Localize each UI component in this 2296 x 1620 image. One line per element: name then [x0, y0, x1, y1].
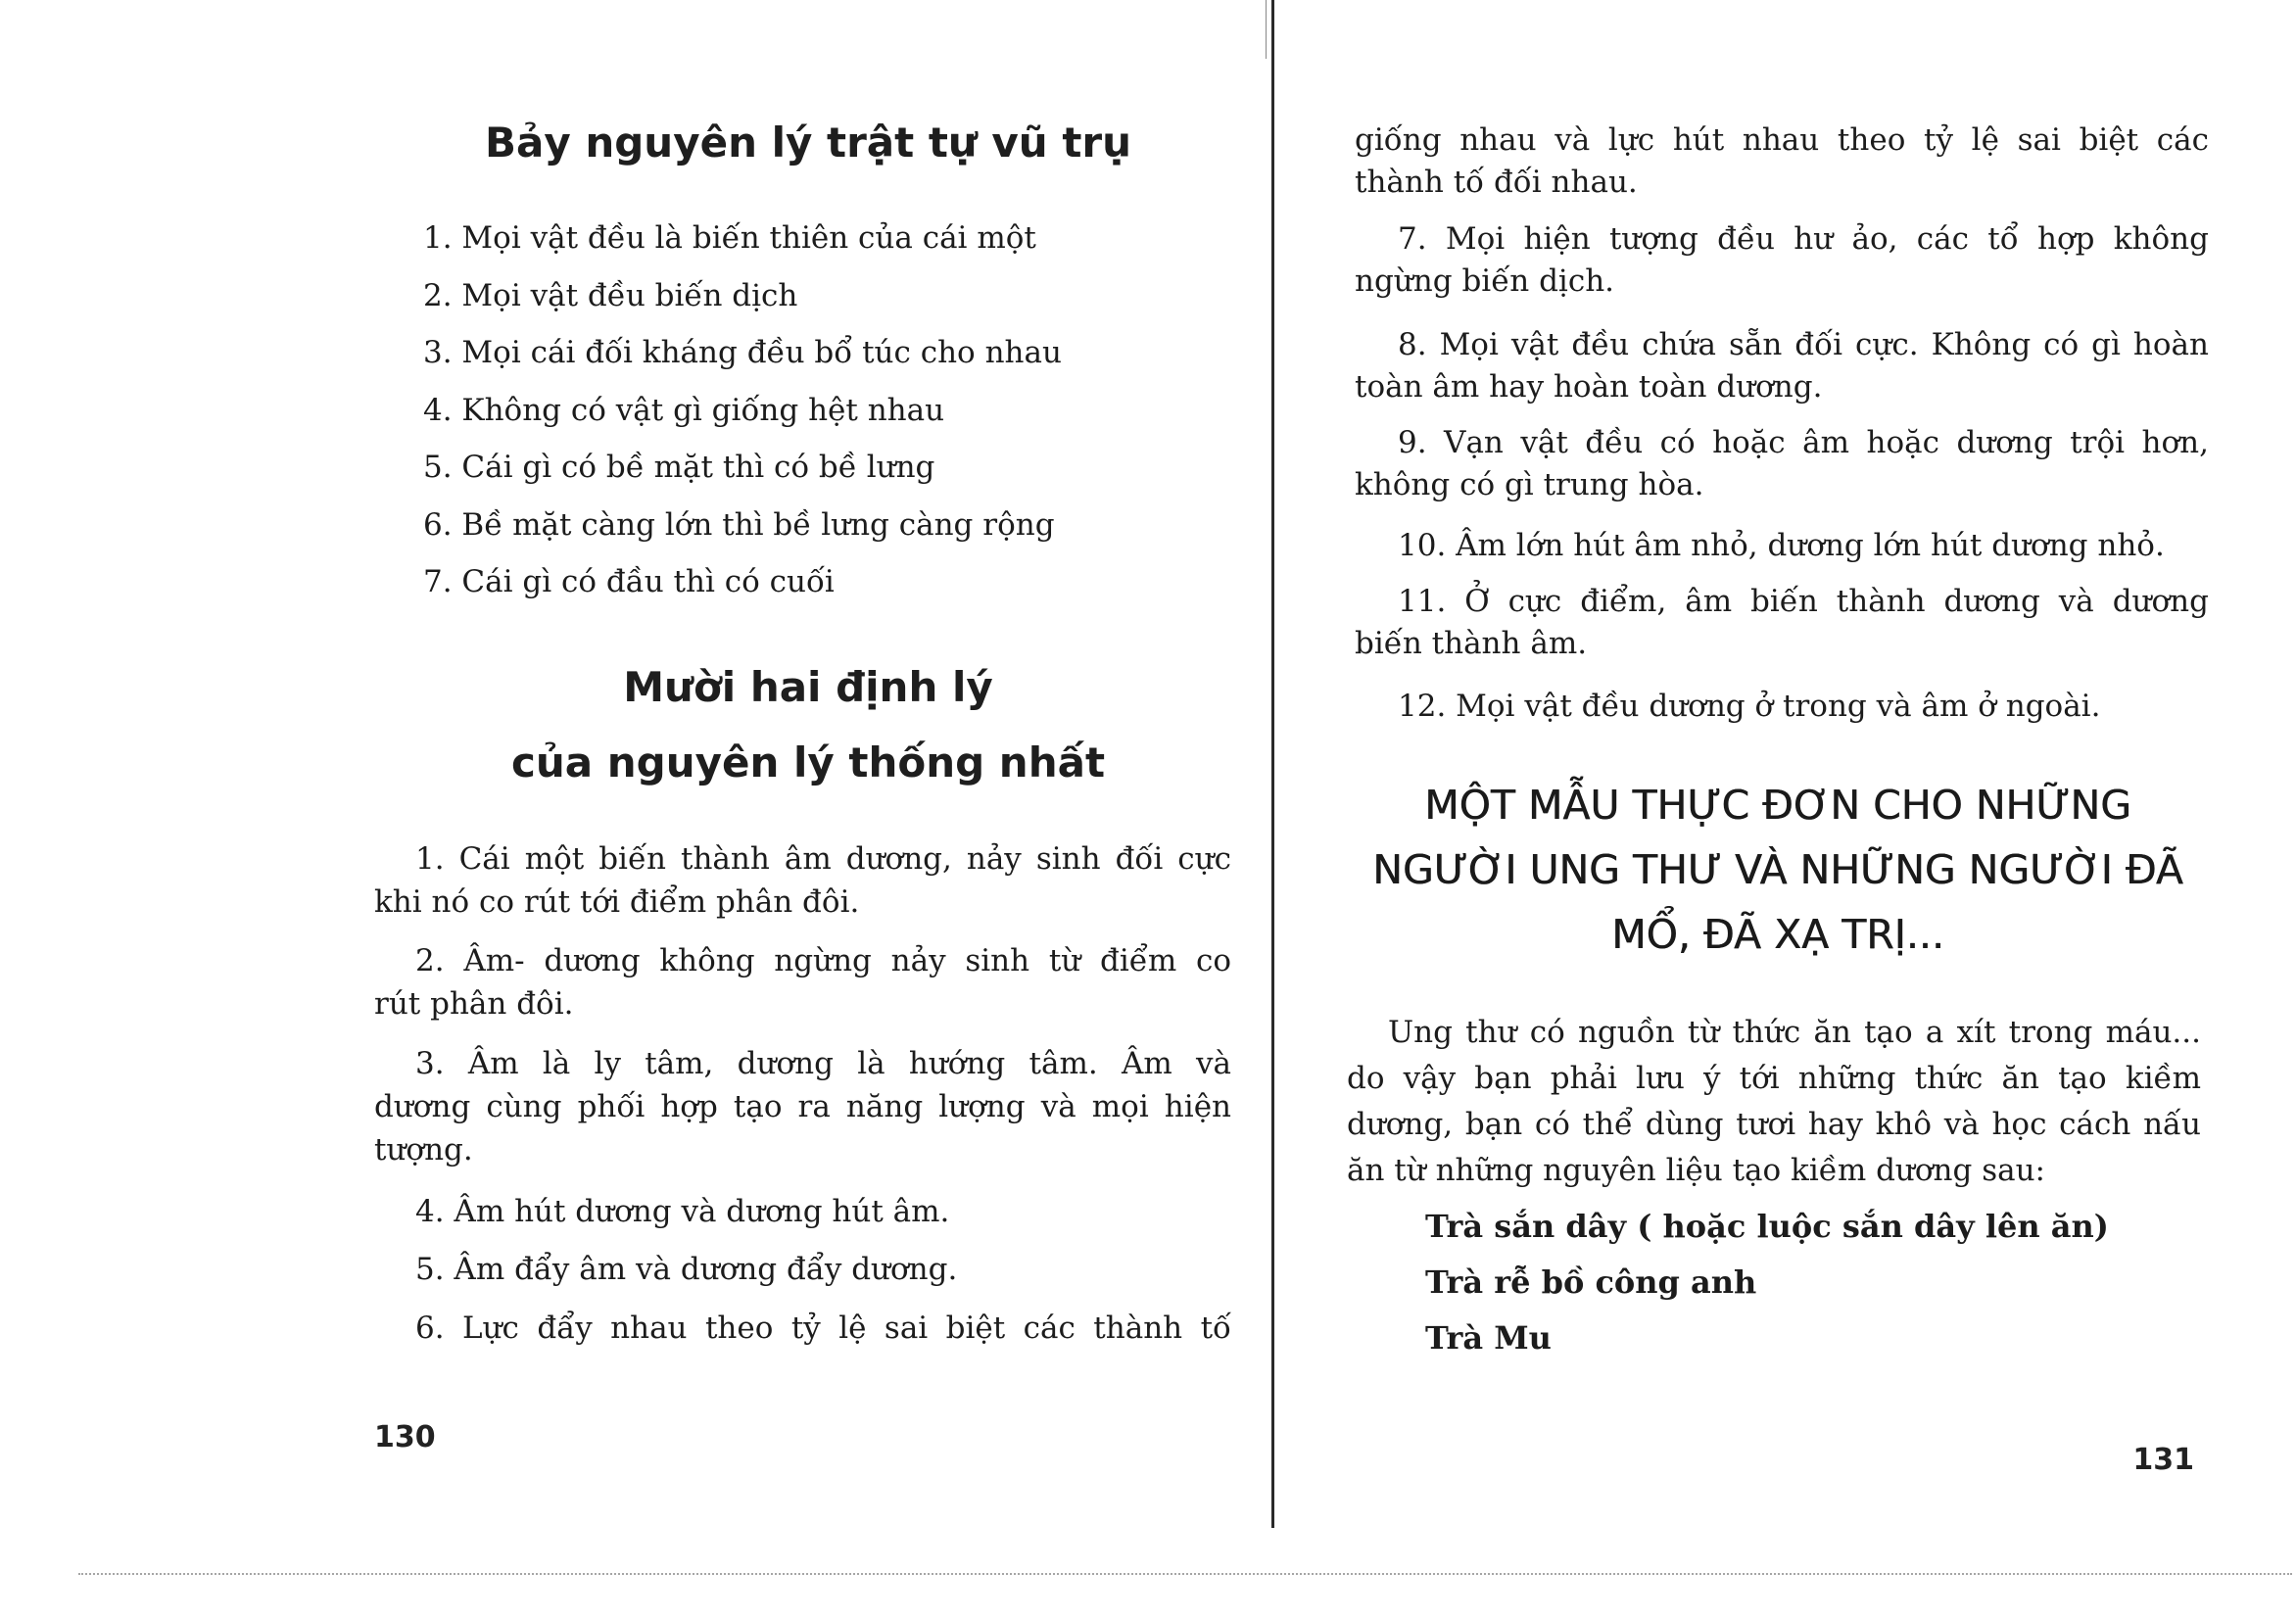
section-heading-line: của nguyên lý thống nhất [510, 738, 1106, 786]
principle-item: 2. Mọi vật đều biến dịch [423, 277, 798, 313]
paragraph-line: biến thành âm. [1355, 626, 1588, 661]
page-number: 130 [374, 1420, 436, 1454]
theorem-paragraph [1355, 422, 2209, 506]
section-heading [374, 650, 1242, 800]
menu-heading-line: NGƯỜI UNG THƯ VÀ NHỮNG NGƯỜI ĐÃ [1372, 846, 2183, 893]
menu-heading-line: MỔ, ĐÃ XẠ TRỊ... [1611, 911, 1944, 958]
paragraph-line: không có gì trung hòa. [1355, 467, 1704, 502]
paragraph-line: Ung thư có nguồn từ thức ăn tạo a xít trong máu... [1388, 1015, 2201, 1050]
theorem-paragraph [374, 939, 1231, 1025]
theorem-paragraph [1355, 218, 2209, 303]
page-gutter-divider [1271, 0, 1274, 1528]
paragraph-line: 9. Vạn vật đều có hoặc âm hoặc dương trội hơn, [1398, 425, 2209, 460]
paragraph-line: 10. Âm lớn hút âm nhỏ, dương lớn hút dương nhỏ. [1398, 528, 2165, 563]
theorem-paragraph [1355, 581, 2209, 665]
paragraph-line: thành tố đối nhau. [1355, 165, 1638, 200]
paragraph-line: 1. Cái một biến thành âm dương, nảy sinh đối cực [415, 841, 1231, 877]
tea-item: Trà Mu [1425, 1319, 1552, 1357]
principle-item: 7. Cái gì có đầu thì có cuối [423, 564, 835, 599]
theorem-paragraph [1355, 686, 2209, 728]
principles-list [423, 210, 1062, 611]
paragraph-line: 8. Mọi vật đều chứa sẵn đối cực. Không có gì hoàn [1398, 327, 2209, 362]
paragraph-line: 12. Mọi vật đều dương ở trong và âm ở ngoài. [1398, 689, 2101, 724]
paragraph-line: ngừng biến dịch. [1355, 263, 1615, 299]
menu-heading [1347, 773, 2209, 967]
principle-item: 1. Mọi vật đều là biến thiên của cái một [423, 220, 1036, 256]
theorem-paragraph [374, 1190, 1231, 1233]
paragraph-line: khi nó co rút tới điểm phân đôi. [374, 884, 860, 920]
principle-item: 3. Mọi cái đối kháng đều bổ túc cho nhau [423, 335, 1062, 370]
paragraph-line: 5. Âm đẩy âm và dương đẩy dương. [415, 1252, 958, 1287]
paragraph-line: ăn từ những nguyên liệu tạo kiềm dương sau: [1347, 1153, 2045, 1188]
page-title: Bảy nguyên lý trật tự vũ trụ [484, 119, 1132, 167]
paragraph-line: 11. Ở cực điểm, âm biến thành dương và dương [1398, 584, 2209, 619]
paragraph-line: rút phân đôi. [374, 986, 574, 1022]
theorem-paragraph [374, 1248, 1231, 1291]
menu-heading-line: MỘT MẪU THỰC ĐƠN CHO NHỮNG [1424, 782, 2131, 829]
intro-paragraph [1347, 1010, 2201, 1194]
tea-item: Trà rễ bồ công anh [1425, 1263, 1757, 1301]
page-number: 131 [2132, 1443, 2194, 1477]
paragraph-line: 2. Âm- dương không ngừng nảy sinh từ điểm co [415, 943, 1231, 978]
theorem-paragraph [1355, 525, 2209, 567]
principle-item: 4. Không có vật gì giống hệt nhau [423, 392, 945, 428]
paragraph-line: giống nhau và lực hút nhau theo tỷ lệ sai biệt các [1355, 122, 2209, 158]
paragraph-line: do vậy bạn phải lưu ý tới những thức ăn tạo kiềm [1347, 1061, 2201, 1096]
principle-item: 6. Bề mặt càng lớn thì bề lưng càng rộng [423, 506, 1055, 543]
paragraph-line: toàn âm hay hoàn toàn dương. [1355, 369, 1823, 405]
paragraph-line: 7. Mọi hiện tượng đều hư ảo, các tổ hợp không [1398, 221, 2209, 257]
paragraph-line: dương, bạn có thể dùng tươi hay khô và học cách nấu [1347, 1107, 2201, 1142]
section-heading-line: Mười hai định lý [623, 663, 993, 711]
paragraph-line: dương cùng phối hợp tạo ra năng lượng và mọi hiện [374, 1089, 1231, 1124]
tea-item: Trà sắn dây ( hoặc luộc sắn dây lên ăn) [1425, 1208, 2109, 1245]
paragraph-line: 3. Âm là ly tâm, dương là hướng tâm. Âm và [415, 1046, 1231, 1081]
theorem-paragraph [1355, 119, 2209, 204]
page-gutter-shadow [1266, 0, 1267, 59]
theorem-paragraph [374, 1307, 1231, 1350]
scan-bottom-edge [78, 1573, 2292, 1575]
paragraph-line: 6. Lực đẩy nhau theo tỷ lệ sai biệt các thành tố [415, 1310, 1231, 1346]
paragraph-line: 4. Âm hút dương và dương hút âm. [415, 1194, 950, 1229]
theorem-paragraph [374, 1042, 1231, 1171]
theorem-paragraph [1355, 324, 2209, 408]
paragraph-line: tượng. [374, 1132, 473, 1167]
tea-list [1425, 1199, 2109, 1366]
principle-item: 5. Cái gì có bề mặt thì có bề lưng [423, 450, 935, 485]
theorem-paragraph [374, 837, 1231, 924]
